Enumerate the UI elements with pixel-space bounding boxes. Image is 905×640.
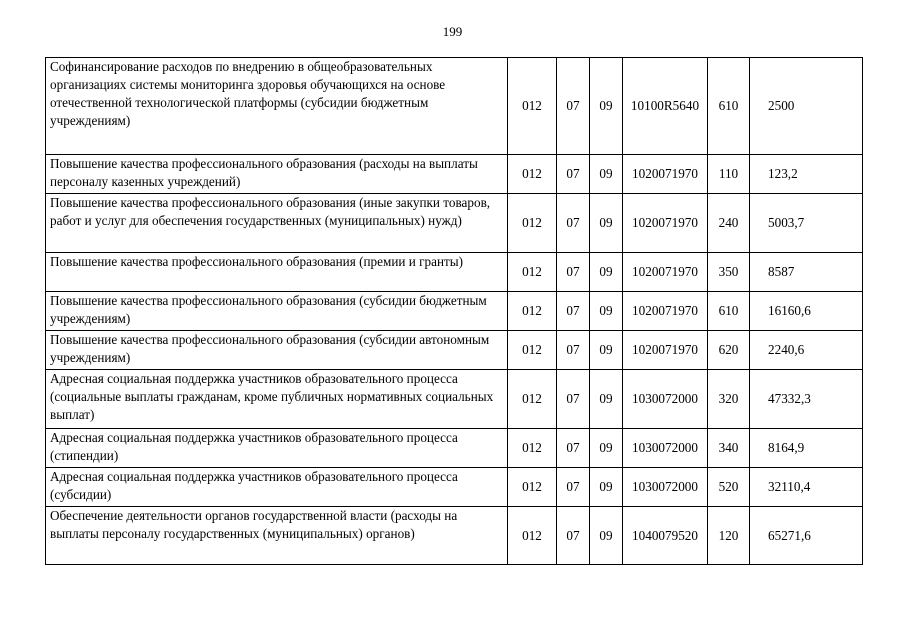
page-number: 199 <box>442 24 463 39</box>
section-code: 07 <box>557 331 590 370</box>
subsection-code: 09 <box>590 58 623 155</box>
amount-value: 32110,4 <box>750 468 863 507</box>
section-code: 07 <box>557 58 590 155</box>
target-article-code: 1020071970 <box>623 292 708 331</box>
section-code: 07 <box>557 507 590 565</box>
subsection-code: 09 <box>590 194 623 253</box>
table-row <box>46 468 863 507</box>
row-description: Адресная социальная поддержка участников образовательного процесса (стипендии) <box>46 429 508 468</box>
section-code: 07 <box>557 429 590 468</box>
amount-value: 16160,6 <box>750 292 863 331</box>
table-row <box>46 429 863 468</box>
ministry-code: 012 <box>508 58 557 155</box>
target-article-code: 1030072000 <box>623 429 708 468</box>
table-row <box>46 155 863 194</box>
row-description: Повышение качества профессионального образования (расходы на выплаты персоналу казенных учреждений) <box>46 155 508 194</box>
target-article-code: 1030072000 <box>623 370 708 429</box>
subsection-code: 09 <box>590 507 623 565</box>
amount-value: 47332,3 <box>750 370 863 429</box>
section-code: 07 <box>557 155 590 194</box>
row-description: Повышение качества профессионального образования (премии и гранты) <box>46 253 508 292</box>
expense-type-code: 240 <box>708 194 750 253</box>
section-code: 07 <box>557 292 590 331</box>
ministry-code: 012 <box>508 370 557 429</box>
target-article-code: 1020071970 <box>623 194 708 253</box>
target-article-code: 1020071970 <box>623 253 708 292</box>
row-description: Обеспечение деятельности органов государственной власти (расходы на выплаты персоналу государственных (муниципальных) органов) <box>46 507 508 565</box>
subsection-code: 09 <box>590 155 623 194</box>
ministry-code: 012 <box>508 468 557 507</box>
expense-type-code: 120 <box>708 507 750 565</box>
budget-table <box>45 57 863 565</box>
amount-value: 8587 <box>750 253 863 292</box>
row-description: Адресная социальная поддержка участников образовательного процесса (социальные выплаты гражданам, кроме публичных нормативных социальных выплат) <box>46 370 508 429</box>
expense-type-code: 610 <box>708 58 750 155</box>
table-row <box>46 331 863 370</box>
expense-type-code: 610 <box>708 292 750 331</box>
row-description: Адресная социальная поддержка участников образовательного процесса (субсидии) <box>46 468 508 507</box>
amount-value: 65271,6 <box>750 507 863 565</box>
ministry-code: 012 <box>508 292 557 331</box>
ministry-code: 012 <box>508 507 557 565</box>
section-code: 07 <box>557 370 590 429</box>
section-code: 07 <box>557 468 590 507</box>
subsection-code: 09 <box>590 292 623 331</box>
table-row <box>46 194 863 253</box>
target-article-code: 10100R5640 <box>623 58 708 155</box>
table-row <box>46 292 863 331</box>
table-row <box>46 370 863 429</box>
section-code: 07 <box>557 194 590 253</box>
amount-value: 8164,9 <box>750 429 863 468</box>
expense-type-code: 620 <box>708 331 750 370</box>
section-code: 07 <box>557 253 590 292</box>
ministry-code: 012 <box>508 253 557 292</box>
ministry-code: 012 <box>508 194 557 253</box>
expense-type-code: 320 <box>708 370 750 429</box>
row-description: Повышение качества профессионального образования (субсидии автономным учреждениям) <box>46 331 508 370</box>
row-description: Повышение качества профессионального образования (субсидии бюджетным учреждениям) <box>46 292 508 331</box>
expense-type-code: 520 <box>708 468 750 507</box>
subsection-code: 09 <box>590 468 623 507</box>
amount-value: 2240,6 <box>750 331 863 370</box>
expense-type-code: 110 <box>708 155 750 194</box>
amount-value: 123,2 <box>750 155 863 194</box>
ministry-code: 012 <box>508 429 557 468</box>
row-description: Повышение качества профессионального образования (иные закупки товаров, работ и услуг для обеспечения государственных (муниципальных) нужд) <box>46 194 508 253</box>
amount-value: 2500 <box>750 58 863 155</box>
expense-type-code: 340 <box>708 429 750 468</box>
table-row <box>46 253 863 292</box>
expense-type-code: 350 <box>708 253 750 292</box>
table-row <box>46 58 863 155</box>
target-article-code: 1020071970 <box>623 331 708 370</box>
row-description: Софинансирование расходов по внедрению в общеобразовательных организациях системы мониторинга здоровья обучающихся на основе отечественной технологической платформы (субсидии бюджетным учреждениям) <box>46 58 508 155</box>
target-article-code: 1020071970 <box>623 155 708 194</box>
target-article-code: 1040079520 <box>623 507 708 565</box>
table-row <box>46 507 863 565</box>
subsection-code: 09 <box>590 253 623 292</box>
amount-value: 5003,7 <box>750 194 863 253</box>
target-article-code: 1030072000 <box>623 468 708 507</box>
subsection-code: 09 <box>590 331 623 370</box>
ministry-code: 012 <box>508 155 557 194</box>
subsection-code: 09 <box>590 370 623 429</box>
ministry-code: 012 <box>508 331 557 370</box>
subsection-code: 09 <box>590 429 623 468</box>
